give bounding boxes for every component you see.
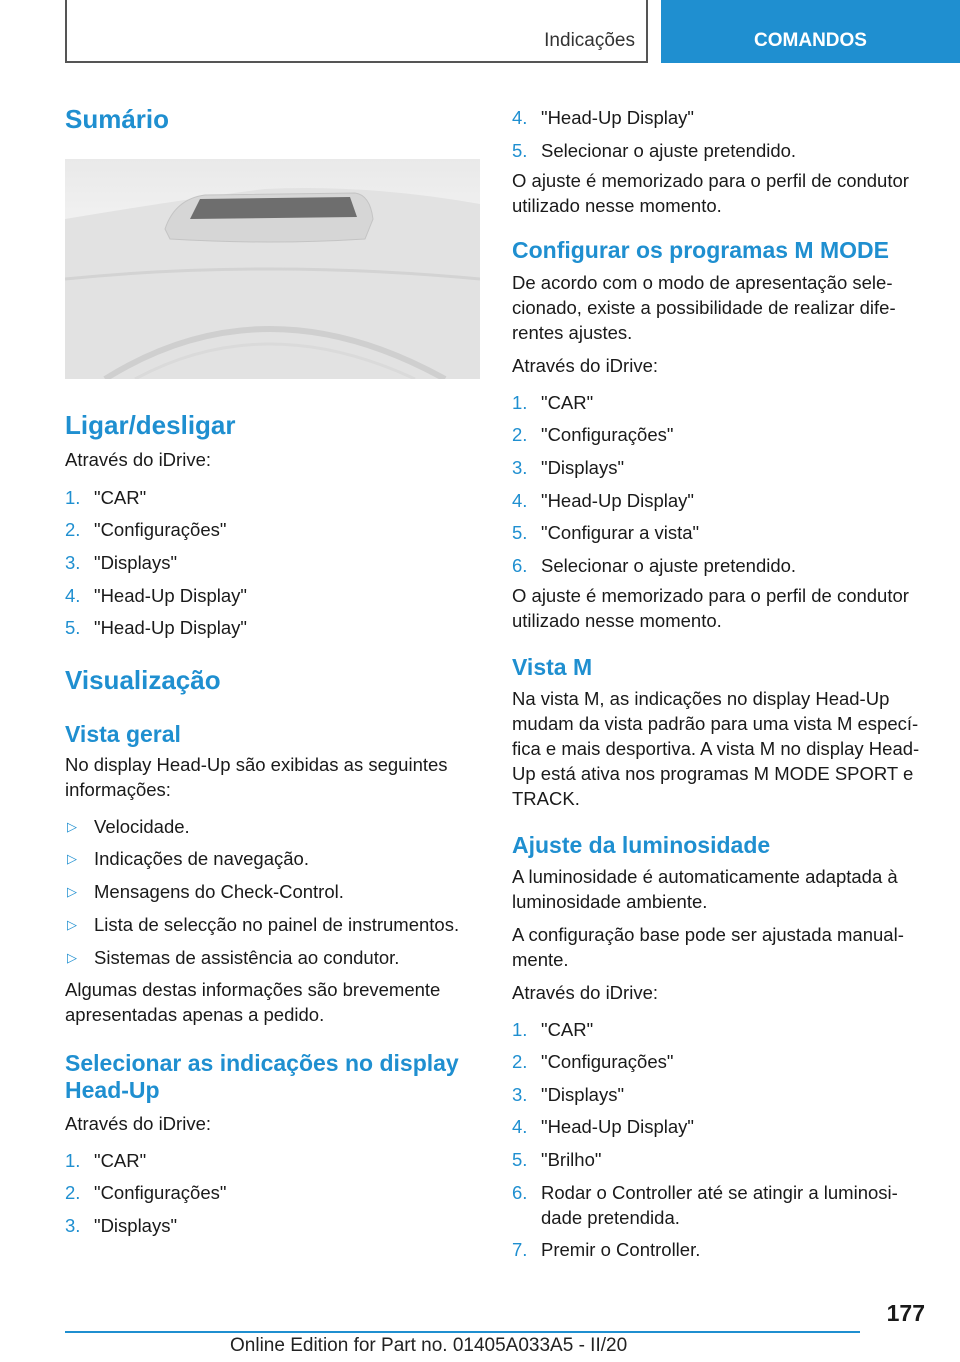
heading-brightness: Ajuste da luminosidade [512,831,771,858]
heading-m-view: Vista M [512,654,593,681]
step-text: Selecionar o ajuste pretendido. [541,554,797,576]
step-number: 2. [512,424,528,446]
select-steps-continued [512,105,932,163]
step-number: 1. [512,1018,528,1040]
step-text: "Configurações" [94,1182,227,1204]
heading-select-indications: Selecionar as indicações no display Head-Up [65,1049,459,1104]
step-text: "Configurações" [541,424,674,446]
hud-illustration [65,159,480,379]
select-note: O ajuste é memorizado para o perfil de condutor utilizado nesse momento. [512,170,909,217]
list-item [512,422,932,447]
list-item [512,553,932,578]
step-number: 3. [512,456,528,478]
step-text: "CAR" [541,1018,594,1040]
step-text: "Head-Up Display" [541,489,694,511]
list-item [512,1049,932,1074]
list-item [512,1082,932,1107]
list-item [65,1148,480,1173]
step-number: 1. [65,486,81,508]
step-text: "Brilho" [541,1148,602,1170]
triangle-bullet-icon: ▷ [67,917,77,933]
brightness-intro: Através do iDrive: [512,981,658,1003]
brightness-text-1: A luminosidade é automaticamente adaptada à luminosidade ambiente. [512,865,898,912]
step-number: 4. [512,107,528,128]
step-text: Premir o Controller. [541,1239,701,1261]
step-text: "Displays" [541,456,625,478]
step-number: 2. [65,519,81,541]
bullet-text: Mensagens do Check-Control. [94,881,344,903]
step-number: 5. [65,617,81,639]
select-steps-list [65,1148,480,1238]
step-text: "Configurações" [94,519,227,541]
step-number: 4. [65,584,81,606]
mmode-steps-list [512,390,932,578]
step-text: "CAR" [94,1149,147,1171]
list-item [65,846,480,871]
bullet-text: Indicações de navegação. [94,848,309,870]
step-text: "Head-Up Display" [541,1116,694,1138]
list-item [65,814,480,839]
footer-rule [65,1331,860,1333]
step-text: Selecionar o ajuste pretendido. [541,139,797,161]
step-text: "Configurar a vista" [541,522,700,544]
heading-summary: Sumário [65,104,170,134]
step-number: 6. [512,1181,528,1203]
heading-m-mode: Configurar os programas M MODE [512,237,889,264]
list-item [65,912,480,937]
edition-note: Online Edition for Part no. 01405A033A5 - II/20 [230,1335,628,1356]
header-chapter-tab: COMANDOS [661,0,960,63]
overview-note: Algumas destas informações são brevemente apresentadas apenas a pedido. [65,978,441,1025]
heading-visualization: Visualização [65,665,221,696]
list-item [512,105,932,130]
step-number: 6. [512,554,528,576]
list-item [65,583,480,608]
bullet-text: Lista de selecção no painel de instrumentos. [94,914,460,936]
list-item [65,1213,480,1238]
list-item [65,485,480,510]
overview-text: No display Head-Up são exibidas as seguintes informações: [65,753,448,800]
mmode-note: O ajuste é memorizado para o perfil de condutor utilizado nesse momento. [512,585,909,632]
list-item [512,1237,932,1262]
list-item [512,1147,932,1172]
triangle-bullet-icon: ▷ [67,949,77,965]
step-number: 5. [512,522,528,544]
right-column [512,100,932,1270]
onoff-steps-list [65,485,480,640]
step-text: "CAR" [94,486,147,508]
bullet-text: Velocidade. [94,815,190,837]
list-item [65,879,480,904]
triangle-bullet-icon: ▷ [67,884,77,900]
step-number: 3. [65,551,81,573]
step-number: 1. [65,1149,81,1171]
triangle-bullet-icon: ▷ [67,851,77,867]
list-item [65,945,480,970]
list-item [512,1180,932,1230]
list-item [512,1114,932,1139]
heading-on-off: Ligar/desligar [65,409,236,440]
list-item [512,138,932,163]
onoff-intro: Através do iDrive: [65,448,211,470]
overview-bullets [65,814,480,970]
step-text: "Displays" [541,1083,625,1105]
left-column [65,100,480,1246]
mmode-intro: Através do iDrive: [512,354,658,376]
header-section: Indicações [544,30,635,51]
list-item [512,520,932,545]
triangle-bullet-icon: ▷ [67,818,77,834]
list-item [512,1017,932,1042]
step-text: "Configurações" [541,1051,674,1073]
step-text: "Displays" [94,1215,178,1236]
step-number: 1. [512,391,528,413]
step-text: "Head-Up Display" [94,584,247,606]
page-number: 177 [886,1300,925,1326]
step-text: Rodar o Controller até se atingir a luminosidade pretendida. [541,1181,898,1228]
list-item [65,615,480,640]
step-text: "Head-Up Display" [94,617,247,639]
bullet-text: Sistemas de assistência ao condutor. [94,946,400,968]
step-number: 4. [512,489,528,511]
step-text: "Head-Up Display" [541,107,694,128]
select-intro: Através do iDrive: [65,1112,211,1134]
step-number: 5. [512,139,528,161]
step-number: 7. [512,1239,528,1261]
brightness-steps-list [512,1017,932,1263]
list-item [65,550,480,575]
step-text: "CAR" [541,391,594,413]
heading-overview: Vista geral [65,721,181,748]
step-text: "Displays" [94,551,178,573]
list-item [65,1180,480,1205]
mview-text: Na vista M, as indicações no display Head-Up mudam da vista padrão para uma vista M específica e mais desportiva. A vista M no display Head-Up está ativa nos programas M MODE SPORT e TRACK. [512,687,920,809]
list-item [65,517,480,542]
step-number: 2. [512,1051,528,1073]
list-item [512,390,932,415]
head-up-display-photo [65,159,480,379]
step-number: 2. [65,1182,81,1204]
mmode-text: De acordo com o modo de apresentação selecionado, existe a possibilidade de realizar diferentes ajustes. [512,271,896,343]
step-number: 3. [65,1215,81,1236]
list-item [512,455,932,480]
list-item [512,488,932,513]
step-number: 4. [512,1116,528,1138]
brightness-text-2: A configuração base pode ser ajustada manualmente. [512,923,904,970]
step-number: 5. [512,1148,528,1170]
step-number: 3. [512,1083,528,1105]
